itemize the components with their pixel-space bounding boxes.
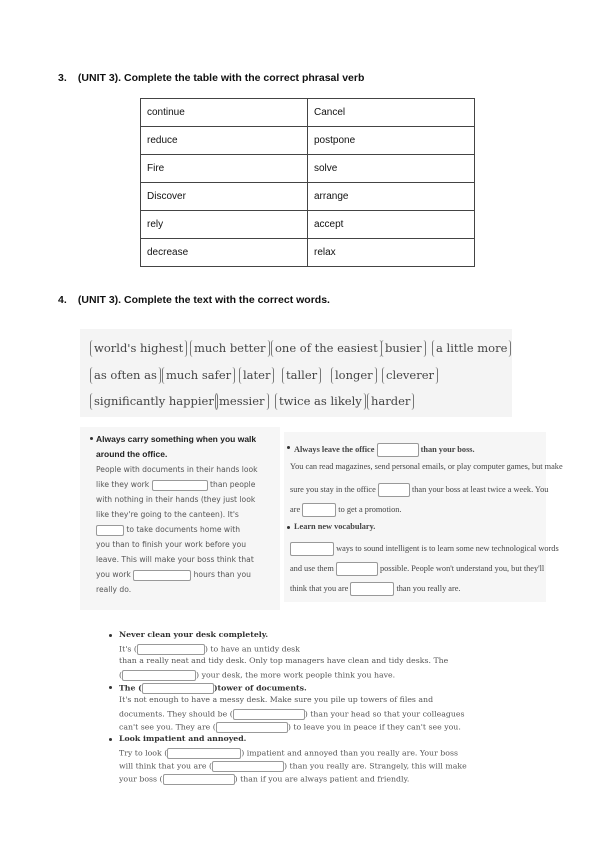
bottom-heading-1 bbox=[119, 631, 268, 639]
right-heading-1 bbox=[294, 443, 475, 457]
text-line: It's not enough to have a messy desk. Make sure you pile up towers of files and bbox=[119, 695, 434, 704]
text-span: hours than you bbox=[193, 570, 251, 579]
bullet-icon bbox=[109, 738, 112, 741]
bullet-icon bbox=[287, 526, 290, 529]
text-line bbox=[119, 709, 465, 720]
text-line: you than to finish your work before you bbox=[96, 540, 247, 549]
text-line: than a really neat and tidy desk. Only top managers have clean and tidy desks. The bbox=[119, 656, 449, 665]
text-line bbox=[290, 582, 461, 596]
bullet-icon bbox=[90, 437, 93, 440]
table-row bbox=[141, 127, 475, 155]
text-span: ) your desk, the more work people think you have. bbox=[196, 670, 396, 680]
answer-blank[interactable] bbox=[96, 525, 124, 536]
heading-text: Never clean your desk completely. bbox=[119, 630, 269, 639]
text-line bbox=[96, 522, 280, 537]
text-line bbox=[119, 748, 458, 759]
text-span: to get a promotion. bbox=[338, 504, 402, 514]
word-chip[interactable]: messier bbox=[215, 393, 269, 410]
word-bank bbox=[80, 329, 512, 417]
bullet-icon bbox=[109, 634, 112, 637]
q3-title-text: (UNIT 3). Complete the table with the correct phrasal verb bbox=[77, 72, 365, 84]
text-line bbox=[119, 722, 461, 733]
table-cell: arrange bbox=[308, 183, 475, 211]
word-chip[interactable]: longer bbox=[331, 367, 377, 384]
text-line bbox=[96, 477, 280, 492]
text-line: leave. This will make your boss think that bbox=[96, 555, 254, 564]
answer-blank[interactable] bbox=[290, 542, 334, 556]
word-chip[interactable]: world's highest bbox=[90, 340, 187, 357]
table-cell: continue bbox=[141, 99, 308, 127]
heading-text: Always leave the office bbox=[294, 444, 375, 454]
heading-text: than your boss. bbox=[420, 444, 475, 454]
answer-blank[interactable] bbox=[142, 683, 214, 694]
text-span: can't see you. They are ( bbox=[119, 722, 216, 732]
text-span: like they work bbox=[96, 480, 150, 489]
table-cell: postpone bbox=[308, 127, 475, 155]
text-span: than you really are. bbox=[396, 583, 461, 593]
answer-blank[interactable] bbox=[336, 562, 378, 576]
answer-blank[interactable] bbox=[122, 670, 196, 681]
table-cell: decrease bbox=[141, 239, 308, 267]
text-span: documents. They should be ( bbox=[119, 709, 233, 719]
text-line bbox=[290, 562, 544, 576]
text-span: you work bbox=[96, 570, 131, 579]
text-span: ) to have an untidy desk bbox=[204, 644, 300, 654]
text-span: ) than if you are always patient and friendly. bbox=[234, 774, 410, 784]
text-line bbox=[96, 567, 280, 582]
answer-blank[interactable] bbox=[137, 644, 205, 655]
q3-number: 3. bbox=[58, 72, 67, 84]
answer-blank[interactable] bbox=[350, 582, 394, 596]
text-span: ) than your head so that your colleagues bbox=[304, 709, 465, 719]
bullet-icon bbox=[109, 686, 112, 689]
text-line bbox=[119, 761, 467, 772]
table-cell: relax bbox=[308, 239, 475, 267]
answer-blank[interactable] bbox=[167, 748, 241, 759]
answer-blank[interactable] bbox=[212, 761, 284, 772]
text-line bbox=[119, 644, 300, 655]
answer-blank[interactable] bbox=[378, 483, 410, 497]
word-chip[interactable]: busier bbox=[381, 340, 426, 357]
word-chip[interactable]: later bbox=[239, 367, 274, 384]
q4-title-text: (UNIT 3). Complete the text with the correct words. bbox=[77, 294, 330, 306]
text-line bbox=[290, 483, 548, 497]
text-line bbox=[290, 503, 401, 517]
text-span: Try to look ( bbox=[119, 748, 168, 758]
answer-blank[interactable] bbox=[302, 503, 336, 517]
word-chip[interactable]: cleverer bbox=[382, 367, 438, 384]
text-line: like they're going to the canteen). It's bbox=[96, 510, 239, 519]
heading-text: Look impatient and annoyed. bbox=[119, 734, 247, 743]
text-line: really do. bbox=[96, 585, 132, 594]
q3-title bbox=[58, 72, 364, 84]
text-span: are bbox=[290, 504, 301, 514]
word-chip[interactable]: a little more bbox=[432, 340, 511, 357]
text-span: than people bbox=[210, 480, 256, 489]
table-row bbox=[141, 183, 475, 211]
table-row bbox=[141, 99, 475, 127]
text-span: ) to leave you in peace if they can't see you. bbox=[287, 722, 461, 732]
left-paragraph bbox=[96, 462, 280, 597]
table-cell: Cancel bbox=[308, 99, 475, 127]
word-chip[interactable]: one of the easiest bbox=[271, 340, 382, 357]
text-span: to take documents home with bbox=[126, 525, 241, 534]
q4-title bbox=[58, 294, 330, 306]
word-chip[interactable]: twice as likely bbox=[275, 393, 366, 410]
table-cell: Fire bbox=[141, 155, 308, 183]
text-span: possible. People won't understand you, but they'll bbox=[379, 563, 545, 573]
table-cell: accept bbox=[308, 211, 475, 239]
bottom-heading-2 bbox=[119, 683, 307, 694]
left-heading: Always carry something when you walk around the office. bbox=[96, 434, 257, 459]
heading-text: The ( bbox=[119, 683, 142, 693]
table-cell: Discover bbox=[141, 183, 308, 211]
text-span: your boss ( bbox=[119, 774, 163, 784]
text-span: It's ( bbox=[119, 644, 137, 654]
table-row bbox=[141, 211, 475, 239]
text-span: and use them bbox=[290, 563, 334, 573]
table-row bbox=[141, 155, 475, 183]
text-span: ) than you really are. Strangely, this will make bbox=[284, 761, 467, 771]
answer-blank[interactable] bbox=[152, 480, 208, 491]
text-line: People with documents in their hands look bbox=[96, 465, 258, 474]
heading-text: )tower of documents. bbox=[213, 683, 307, 693]
phrasal-verb-table bbox=[140, 98, 475, 267]
word-chip[interactable]: as often as bbox=[90, 367, 161, 384]
text-span: will think that you are ( bbox=[119, 761, 213, 771]
text-span: ) impatient and annoyed than you really are. Your boss bbox=[241, 748, 458, 758]
text-span: than your boss at least twice a week. You bbox=[411, 484, 549, 494]
word-chip[interactable]: harder bbox=[367, 393, 414, 410]
word-chip[interactable]: significantly happier bbox=[90, 393, 218, 410]
table-cell: solve bbox=[308, 155, 475, 183]
right-heading-2 bbox=[294, 523, 375, 531]
table-row bbox=[141, 239, 475, 267]
answer-blank[interactable] bbox=[377, 443, 419, 457]
text-line bbox=[119, 774, 409, 785]
text-span: sure you stay in the office bbox=[290, 484, 376, 494]
heading-text: Learn new vocabulary. bbox=[294, 522, 376, 531]
text-line bbox=[290, 542, 559, 556]
bottom-heading-3 bbox=[119, 735, 246, 743]
word-chip[interactable]: much better bbox=[190, 340, 270, 357]
left-text-panel bbox=[80, 427, 280, 610]
text-span: think that you are bbox=[290, 583, 349, 593]
answer-blank[interactable] bbox=[233, 709, 305, 720]
text-line: with nothing in their hands (they just look bbox=[96, 495, 256, 504]
q4-number: 4. bbox=[58, 294, 67, 306]
text-line: You can read magazines, send personal emails, or play computer games, but make bbox=[290, 462, 563, 471]
right-text-panel bbox=[284, 432, 563, 602]
text-span: ( bbox=[119, 670, 123, 680]
answer-blank[interactable] bbox=[216, 722, 288, 733]
bullet-icon bbox=[287, 446, 290, 449]
table-cell: reduce bbox=[141, 127, 308, 155]
word-chip[interactable]: much safer bbox=[162, 367, 235, 384]
answer-blank[interactable] bbox=[133, 570, 191, 581]
text-span: ways to sound intelligent is to learn some new technological words bbox=[336, 543, 559, 553]
word-chip[interactable]: taller bbox=[282, 367, 321, 384]
table-cell: rely bbox=[141, 211, 308, 239]
text-line bbox=[119, 670, 395, 681]
answer-blank[interactable] bbox=[163, 774, 235, 785]
